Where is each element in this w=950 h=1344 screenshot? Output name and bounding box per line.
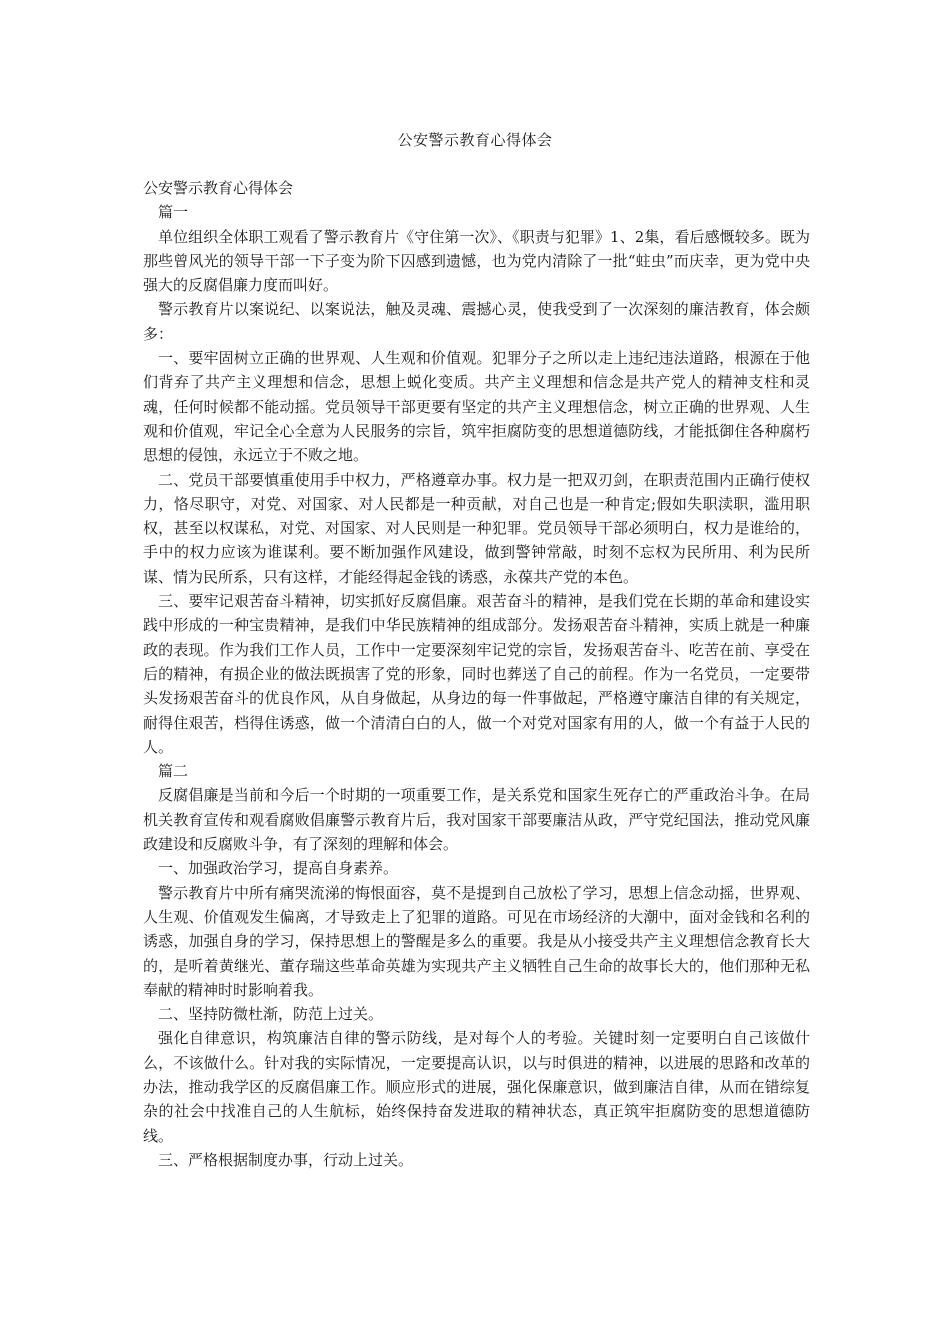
body-paragraph: 警示教育片中所有痛哭流涕的悔恨面容，莫不是提到自己放松了学习，思想上信念动摇，世界观、人生观、价值观发生偏离，才导致走上了犯罪的道路。可见在市场经济的大潮中，面对金钱和名利的诱惑，加强自身的学习，保持思想上的警醒是多么的重要。我是从小接受共产主义理想信念教育长大的，是听着黄继光、董存瑞这些革命英雄为实现共产主义牺牲自己生命的故事长大的，他们那种无私奉献的精神时时影响着我。 xyxy=(143,883,810,999)
section-heading-part-two: 篇二 xyxy=(158,762,189,781)
body-paragraph: 警示教育片以案说纪、以案说法，触及灵魂、震撼心灵，使我受到了一次深刻的廉洁教育，体会颇多： xyxy=(143,300,810,343)
body-paragraph: 强化自律意识，构筑廉洁自律的警示防线，是对每个人的考验。关键时刻一定要明白自己该做什么，不该做什么。针对我的实际情况，一定要提高认识，以与时俱进的精神，以进展的思路和改革的办法，推动我学区的反腐倡廉工作。顺应形式的进展，强化保廉意识，做到廉洁自律，从而在错综复杂的社会中找准自己的人生航标，始终保持奋发进取的精神状态，真正筑牢拒腐防变的思想道德防线。 xyxy=(143,1029,810,1145)
point-heading: 二、坚持防微杜渐，防范上过关。 xyxy=(158,1005,384,1024)
section-heading-part-one: 篇一 xyxy=(158,203,189,222)
body-paragraph: 三、要牢记艰苦奋斗精神，切实抓好反腐倡廉。艰苦奋斗的精神，是我们党在长期的革命和建设实践中形成的一种宝贵精神，是我们中华民族精神的组成部分。发扬艰苦奋斗精神，实质上就是一种廉政的表现。作为我们工作人员，工作中一定要深刻牢记党的宗旨，发扬艰苦奋斗、吃苦在前、享受在后的精神，有损企业的做法既损害了党的形象，同时也葬送了自己的前程。作为一名党员，一定要带头发扬艰苦奋斗的优良作风，从自身做起，从身边的每一件事做起，严格遵守廉洁自律的有关规定，耐得住艰苦，档得住诱惑，做一个清清白白的人，做一个对党对国家有用的人，做一个有益于人民的人。 xyxy=(143,592,810,756)
point-heading: 三、严格根据制度办事，行动上过关。 xyxy=(158,1150,414,1169)
document-title: 公安警示教育心得体会 xyxy=(397,131,553,149)
subtitle: 公安警示教育心得体会 xyxy=(143,179,294,197)
body-paragraph: 二、党员干部要慎重使用手中权力，严格遵章办事。权力是一把双刃剑，在职责范围内正确行使权力，恪尽职守，对党、对国家、对人民都是一种贡献，对自己也是一种肯定;假如失职渎职，滥用职权，甚至以权谋私，对党、对国家、对人民则是一种犯罪。党员领导干部必须明白，权力是谁给的，手中的权力应该为谁谋利。要不断加强作风建设，做到警钟常敲，时刻不忘权为民所用、利为民所谋、情为民所系，只有这样，才能经得起金钱的诱惑，永葆共产党的本色。 xyxy=(143,470,810,586)
point-heading: 一、加强政治学习，提高自身素养。 xyxy=(158,859,399,878)
body-paragraph: 单位组织全体职工观看了警示教育片《守住第一次》、《职责与犯罪》1、2集，看后感慨较多。既为那些曾风光的领导干部一下子变为阶下囚感到遗憾，也为党内清除了一批“蛀虫”而庆幸，更为党中央强大的反腐倡廉力度而叫好。 xyxy=(143,227,810,295)
body-paragraph: 一、要牢固树立正确的世界观、人生观和价值观。犯罪分子之所以走上违纪违法道路，根源在于他们背弃了共产主义理想和信念，思想上蜕化变质。共产主义理想和信念是共产党人的精神支柱和灵魂，任何时候都不能动摇。党员领导干部更要有坚定的共产主义理想信念，树立正确的世界观、人生观和价值观，牢记全心全意为人民服务的宗旨，筑牢拒腐防变的思想道德防线，才能抵御住各种腐朽思想的侵蚀，永远立于不败之地。 xyxy=(143,349,810,465)
body-paragraph: 反腐倡廉是当前和今后一个时期的一项重要工作，是关系党和国家生死存亡的严重政治斗争。在局机关教育宣传和观看腐败倡廉警示教育片后，我对国家干部要廉洁从政，严守党纪国法，推动党风廉政建设和反腐败斗争，有了深刻的理解和体会。 xyxy=(143,786,810,854)
document-body xyxy=(143,176,810,1172)
